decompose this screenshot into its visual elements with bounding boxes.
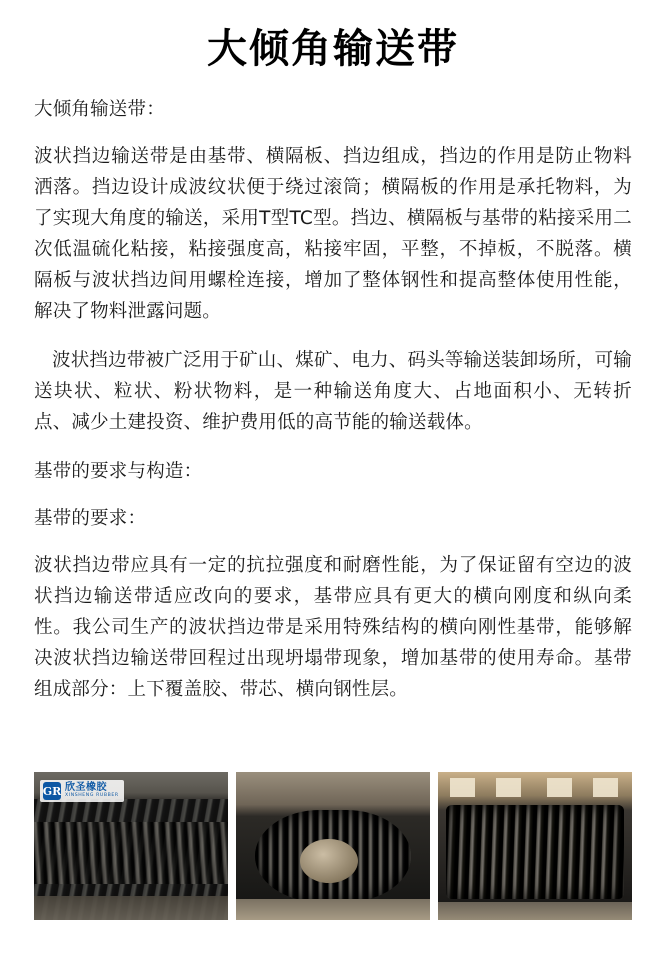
logo-text-cn: 欣圣橡胶 xyxy=(65,782,107,794)
logo-mark-icon: GR xyxy=(43,782,61,800)
watermark-logo xyxy=(40,780,124,802)
paragraph-structure: 波状挡边输送带是由基带、横隔板、挡边组成，挡边的作用是防止物料洒落。挡边设计成波纹状便于绕过滚筒；横隔板的作用是承托物料，为了实现大角度的输送，采用T型TC型。挡边、横隔板与基带的粘接采用二次低温硫化粘接，粘接强度高，粘接牢固，平整，不掉板，不脱落。横隔板与波状挡边间用螺栓连接，增加了整体钢性和提高整体使用性能，解决了物料泄露问题。 xyxy=(34,146,632,322)
logo-text xyxy=(65,783,119,799)
window-light xyxy=(593,778,618,797)
document-body xyxy=(34,94,632,705)
paragraph-applications: 波状挡边带被广泛用于矿山、煤矿、电力、码头等输送装卸场所，可输送块状、粒状、粉状物料，是一种输送角度大、占地面积小、无转折点、减少土建投资、维护费用低的高节能的输送载体。 xyxy=(34,350,632,433)
floor-area xyxy=(438,902,632,920)
paragraph-heading-intro: 大倾角输送带： xyxy=(34,99,165,120)
paragraph-heading-base-belt: 基带的要求与构造： xyxy=(34,461,203,482)
paragraph-requirements-detail: 波状挡边带应具有一定的抗拉强度和耐磨性能，为了保证留有空边的波状挡边输送带适应改向的要求，基带应具有更大的横向刚度和纵向柔性。我公司生产的波状挡边带是采用特殊结构的横向刚性基带，能够解决波状挡边输送带回程过出现坍塌带现象，增加基带的使用寿命。基带组成部分：上下覆盖胶、带芯、横向钢性层。 xyxy=(34,555,632,700)
sidewall-belt-rolls-photo xyxy=(34,772,228,920)
floor-area xyxy=(34,896,228,920)
sidewall-belt-stack-photo xyxy=(438,772,632,920)
sidewall-belt-loop-photo xyxy=(236,772,430,920)
window-light xyxy=(496,778,521,797)
paragraph-heading-requirements: 基带的要求： xyxy=(34,508,147,529)
belt-stack-texture xyxy=(446,805,624,900)
belt-ribs-texture-secondary xyxy=(34,822,228,884)
window-light xyxy=(450,778,475,797)
window-light xyxy=(547,778,572,797)
document-page xyxy=(0,26,666,956)
page-title: 大倾角输送带 xyxy=(207,26,459,72)
photo-gallery xyxy=(34,772,632,920)
floor-area xyxy=(236,899,430,920)
logo-text-en: XINSHENG RUBBER xyxy=(65,793,119,799)
belt-loop-opening xyxy=(300,839,358,883)
